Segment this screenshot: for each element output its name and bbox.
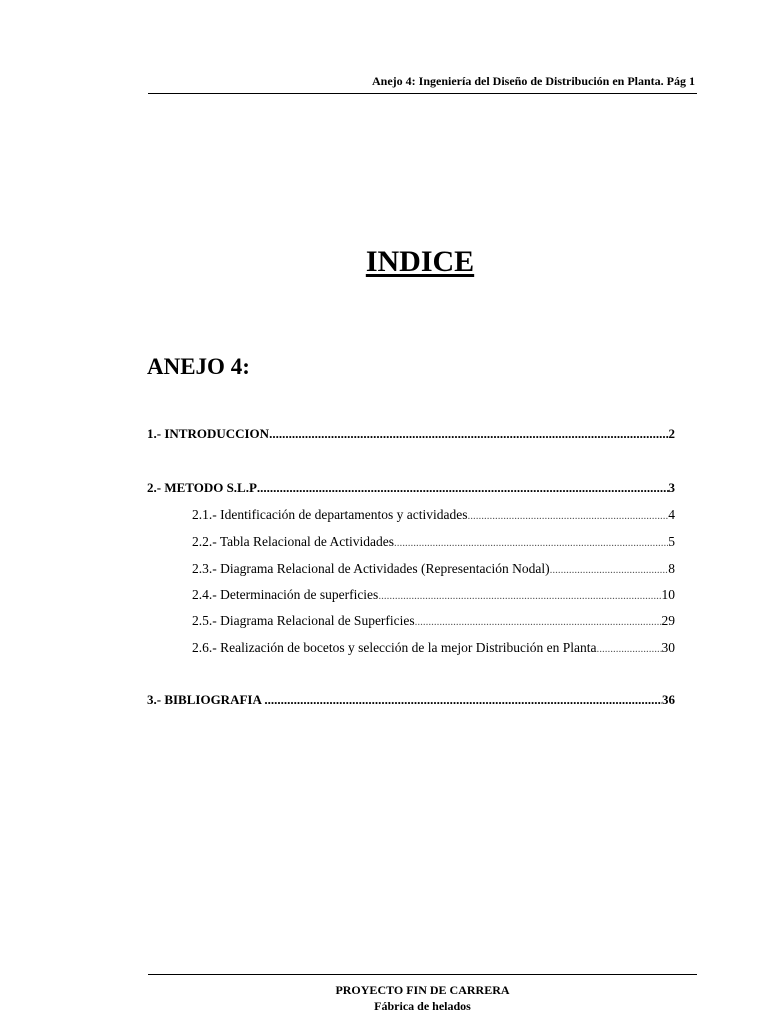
toc-leader-dots <box>394 537 668 549</box>
toc-entry-page: 30 <box>661 640 675 655</box>
toc-entry-title: 2.- METODO S.L.P <box>147 480 257 495</box>
toc-leader-dots <box>257 480 669 496</box>
toc-entry-page: 3 <box>668 480 675 495</box>
footer-project-label: PROYECTO FIN DE CARRERA <box>335 983 510 997</box>
toc-entry-title: 2.2.- Tabla Relacional de Actividades <box>192 534 394 549</box>
toc-subentry-2-5 <box>192 613 675 633</box>
toc-leader-dots <box>550 564 669 576</box>
page-title: INDICE <box>365 245 475 278</box>
toc-subentry-2-6 <box>192 640 675 660</box>
toc-entry-title: 2.4.- Determinación de superficies <box>192 587 379 602</box>
toc-leader-dots <box>378 590 661 602</box>
toc-entry-page: 8 <box>668 561 675 576</box>
toc-leader-dots <box>415 616 662 628</box>
toc-entry-page: 29 <box>661 613 675 628</box>
toc-entry-page: 36 <box>662 692 675 707</box>
toc-leader-dots <box>468 510 669 522</box>
toc-entry-title: 2.5.- Diagrama Relacional de Superficies <box>192 613 415 628</box>
toc-entry-title: 2.3.- Diagrama Relacional de Actividades (Representación Nodal) <box>192 561 550 576</box>
toc-entry-title: 3.- BIBLIOGRAFIA <box>147 692 265 707</box>
toc-subentry-2-1 <box>192 507 675 527</box>
toc-entry-title: 2.6.- Realización de bocetos y selección de la mejor Distribución en Planta <box>192 640 597 655</box>
toc-entry-page: 5 <box>668 534 675 549</box>
toc-leader-dots <box>269 426 668 442</box>
toc-entry-bibliografia <box>147 692 675 712</box>
footer-subtitle: Fábrica de helados <box>374 999 471 1013</box>
header-text: Anejo 4: Ingeniería del Diseño de Distribución en Planta. Pág 1 <box>372 74 695 88</box>
toc-subentry-2-2 <box>192 534 675 554</box>
toc-entry-metodo-slp <box>147 480 675 500</box>
toc-entry-page: 2 <box>668 426 675 441</box>
toc-entry-title: 2.1.- Identificación de departamentos y actividades <box>192 507 468 522</box>
toc-leader-dots <box>264 692 662 708</box>
toc-entry-page: 10 <box>661 587 675 602</box>
footer-divider <box>148 974 697 975</box>
annex-heading: ANEJO 4: <box>147 354 250 379</box>
page-header <box>148 72 697 94</box>
toc-entry-page: 4 <box>668 507 675 522</box>
toc-subentry-2-3 <box>192 561 675 581</box>
toc-subentry-2-4 <box>192 587 675 607</box>
toc-entry-introduccion <box>147 426 675 446</box>
toc-entry-title: 1.- INTRODUCCION <box>147 426 270 441</box>
toc-leader-dots <box>597 643 662 655</box>
